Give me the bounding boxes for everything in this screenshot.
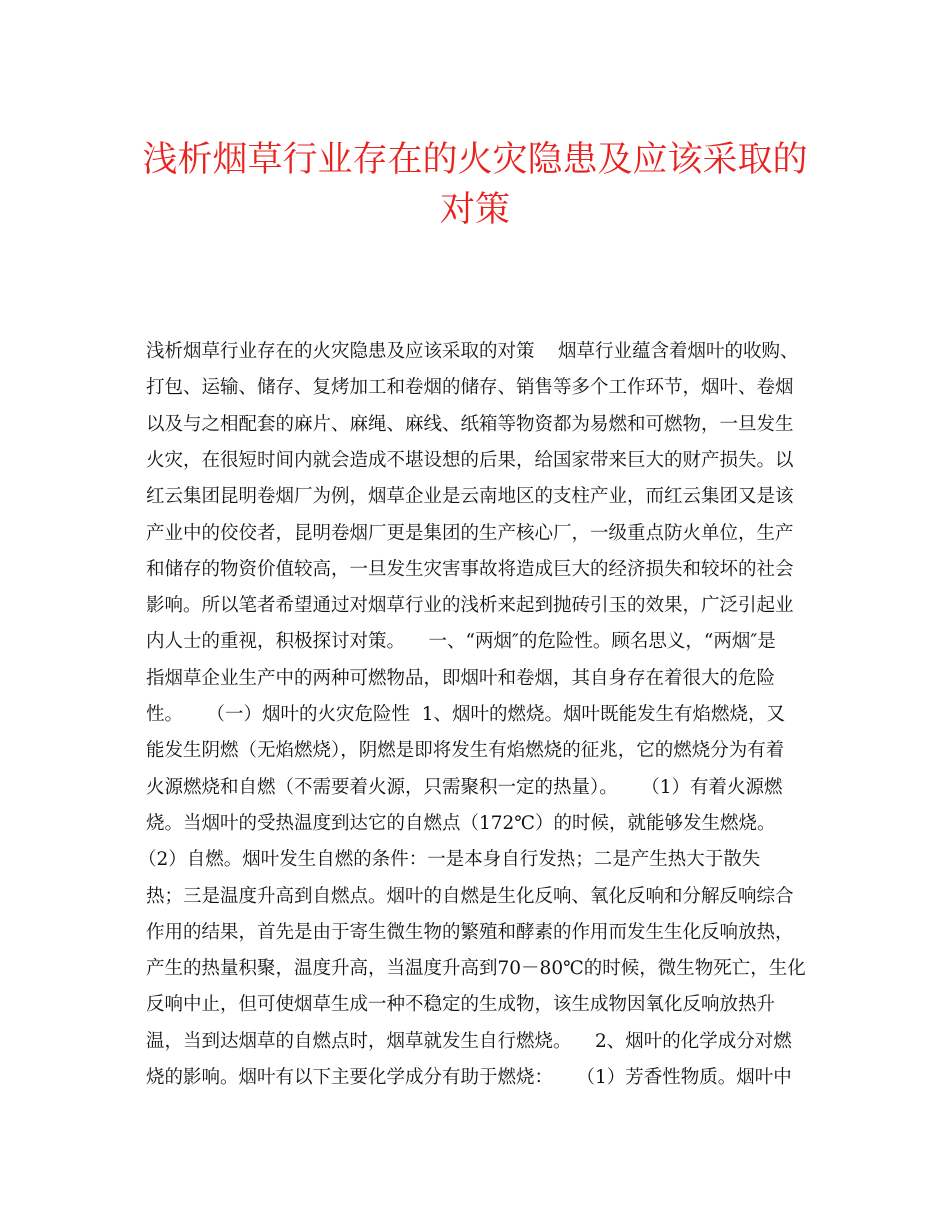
body-line: 作用的结果，首先是由于寄生微生物的繁殖和酵素的作用而发生生化反响放热，	[146, 921, 794, 943]
body-line: 影响。所以笔者希望通过对烟草行业的浅析来起到抛砖引玉的效果，广泛引起业	[146, 595, 794, 617]
body-line: 能发生阴燃（无焰燃烧），阴燃是即将发生有焰燃烧的征兆，它的燃烧分为有着	[146, 740, 785, 762]
body-line: 烧。当烟叶的受热温度到达它的自燃点（172℃）的时候，就能够发生燃烧。	[146, 812, 776, 834]
body-line: 打包、运输、储存、复烤加工和卷烟的储存、销售等多个工作环节，烟叶、卷烟	[146, 377, 794, 399]
body-line: 产业中的佼佼者，昆明卷烟厂更是集团的生产核心厂，一级重点防火单位，生产	[146, 522, 794, 544]
body-line: 火灾，在很短时间内就会造成不堪设想的后果，给国家带来巨大的财产损失。以	[146, 449, 794, 471]
body-line: 反响中止，但可使烟草生成一种不稳定的生成物，该生成物因氧化反响放热升	[146, 994, 776, 1016]
body-line: 火源燃烧和自燃（不需要着火源，只需聚积一定的热量）。 （1）有着火源燃	[146, 776, 783, 798]
body-line: 红云集团昆明卷烟厂为例，烟草企业是云南地区的支柱产业，而红云集团又是该	[146, 486, 794, 508]
body-line: 以及与之相配套的麻片、麻绳、麻线、纸箱等物资都为易燃和可燃物，一旦发生	[146, 413, 794, 435]
body-line: 温，当到达烟草的自燃点时，烟草就发生自行燃烧。 2、烟叶的化学成分对燃	[146, 1030, 792, 1052]
document-title-line-1: 浅析烟草行业存在的火灾隐患及应该采取的	[142, 140, 808, 180]
body-line: 热；三是温度升高到自燃点。烟叶的自燃是生化反响、氧化反响和分解反响综合	[146, 885, 794, 907]
body-line: 产生的热量积聚，温度升高，当温度升高到70－80℃的时候，微生物死亡，生化	[146, 958, 806, 980]
body-line: 指烟草企业生产中的两种可燃物品，即烟叶和卷烟，其自身存在着很大的危险	[146, 667, 776, 689]
body-line: 性。 （一）烟叶的火灾危险性 1、烟叶的燃烧。烟叶既能发生有焰燃烧，又	[146, 704, 786, 725]
document-title-line-2: 对策	[439, 190, 510, 230]
body-line: 烧的影响。烟叶有以下主要化学成分有助于燃烧： （1）芳香性物质。烟叶中	[146, 1067, 792, 1088]
body-line: 和储存的物资价值较高，一旦发生灾害事故将造成巨大的经济损失和较坏的社会	[146, 558, 794, 580]
body-line: 内人士的重视，积极探讨对策。 一、“两烟″的危险性。顾名思义，“两烟″是	[146, 631, 776, 653]
body-line: （2）自燃。烟叶发生自燃的条件：一是本身自行发热；二是产生热大于散失	[138, 849, 761, 871]
body-line: 浅析烟草行业存在的火灾隐患及应该采取的对策 烟草行业蕴含着烟叶的收购、	[146, 341, 799, 362]
